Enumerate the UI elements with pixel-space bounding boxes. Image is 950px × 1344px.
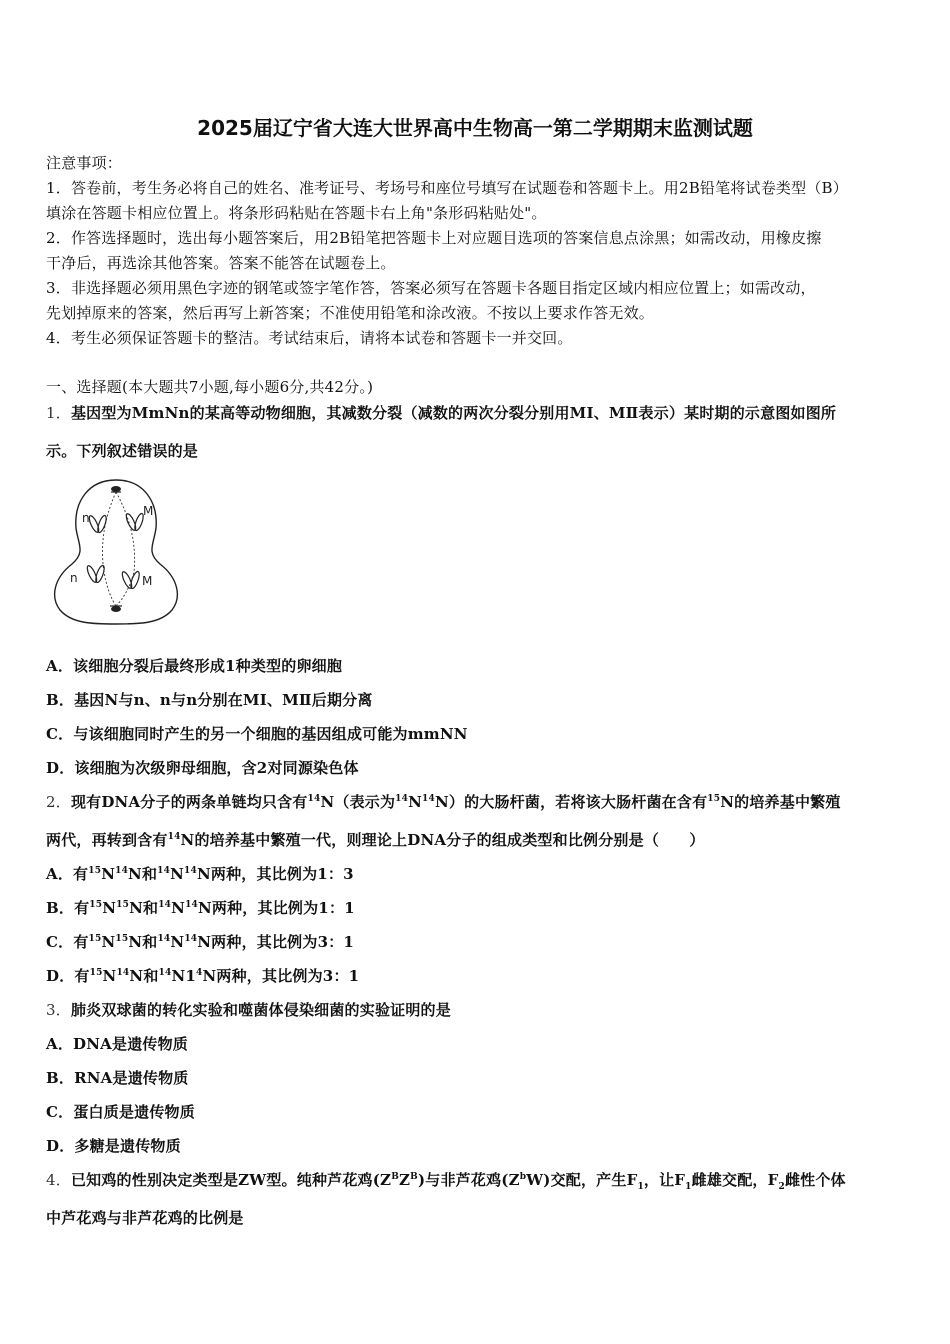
option-d: D．该细胞为次级卵母细胞，含2对同源染色体	[46, 759, 359, 777]
question-1-stem	[46, 402, 908, 423]
notice-line: 先划掉原来的答案，然后再写上新答案；不准使用铅笔和涂改液。不按以上要求作答无效。	[46, 304, 655, 322]
question-3-stem: 3．肺炎双球菌的转化实验和噬菌体侵染细菌的实验证明的是	[46, 1001, 451, 1019]
chromosome-upper-right	[124, 513, 144, 532]
option-d: D．多糖是遗传物质	[46, 1137, 181, 1155]
notice-line: 填涂在答题卡相应位置上。将条形码粘贴在答题卡右上角"条形码粘贴处"。	[46, 204, 547, 222]
question-1-stem-cont: 示。下列叙述错误的是	[46, 442, 199, 460]
question-4-stem: 4．已知鸡的性别决定类型是ZW型。纯种芦花鸡$(Z^BZ^B)$与非芦花鸡$(Z^bW)$交配，产生$F_1$，让$F_1$雌雄交配，$F_2$雌性个体	[46, 1171, 846, 1192]
question-number: 1．	[46, 404, 71, 422]
option-d: D．有$^{15}N^{14}N$和$^{14}N1^4N$两种，其比例为3：1	[46, 967, 360, 985]
gene-label: n	[70, 571, 78, 585]
question-text: 基因型为MmNn的某高等动物细胞，其减数分裂（减数的两次分裂分别用MⅠ、MⅡ表示）某时期的示意图如图所	[70, 404, 837, 422]
option-a: A．该细胞分裂后最终形成1种类型的卵细胞	[46, 657, 343, 675]
question-number: 3．	[46, 1001, 71, 1019]
option-b: B．有$^{15}N^{15}N$和$^{14}N^{14}N$两种，其比例为1：1	[46, 899, 355, 917]
section-heading: 一、选择题(本大题共7小题,每小题6分,共42分。)	[46, 378, 374, 396]
gene-label: n	[82, 511, 90, 525]
notice-line: 4．考生必须保证答题卡的整洁。考试结束后，请将本试卷和答题卡一并交回。	[46, 329, 573, 347]
chromosome-lower-left	[85, 565, 105, 584]
option-c: C．与该细胞同时产生的另一个细胞的基因组成可能为mmNN	[46, 725, 468, 743]
question-number: 4．	[46, 1171, 71, 1189]
option-c: C．有$^{15}N^{15}N$和$^{14}N^{14}N$两种，其比例为3：1	[46, 933, 355, 951]
option-c: C．蛋白质是遗传物质	[46, 1103, 195, 1121]
chromosome-upper-left	[87, 515, 107, 534]
notice-line: 干净后，再选涂其他答案。答案不能答在试题卷上。	[46, 254, 396, 272]
centriole-top	[111, 486, 121, 492]
cell-outline	[55, 480, 178, 624]
option-b: B．RNA是遗传物质	[46, 1069, 189, 1087]
notice-line: 2．作答选择题时，选出每小题答案后，用2B铅笔把答题卡上对应题目选项的答案信息点涂黑；如需改动，用橡皮擦	[46, 229, 822, 247]
gene-label: M	[142, 574, 153, 588]
question-2-stem: 2．现有DNA分子的两条单链均只含有$^{14}$N（表示为$^{14}N^{14}N$）的大肠杆菌，若将该大肠杆菌在含有$^{15}$N的培养基中繁殖	[46, 793, 841, 811]
spindle-fiber	[103, 492, 117, 606]
question-number: 2．	[46, 793, 71, 811]
question-2-stem-cont: 两代，再转到含有$^{14}$N的培养基中繁殖一代，则理论上DNA分子的组成类型和比例分别是（ ）	[46, 831, 705, 849]
meiosis-cell-diagram	[46, 472, 186, 627]
notice-line: 1．答卷前，考生务必将自己的姓名、准考证号、考场号和座位号填写在试题卷和答题卡上。用2B铅笔将试卷类型（B）	[46, 179, 848, 197]
centriole-bottom	[111, 606, 121, 612]
notice-heading: 注意事项：	[46, 154, 123, 172]
question-4-stem-cont: 中芦花鸡与非芦花鸡的比例是	[46, 1209, 244, 1227]
chromosome-lower-right	[120, 571, 140, 590]
option-a: A．有$^{15}N^{14}N$和$^{14}N^{14}N$两种，其比例为1：3	[46, 865, 354, 883]
page-title: 2025届辽宁省大连大世界高中生物高一第二学期期末监测试题	[197, 116, 753, 140]
option-b: B．基因N与n、n与n分别在MⅠ、MⅡ后期分离	[46, 691, 373, 709]
gene-label: M	[143, 504, 154, 518]
option-a: A．DNA是遗传物质	[46, 1035, 188, 1053]
notice-line: 3．非选择题必须用黑色字迹的钢笔或签字笔作答，答案必须写在答题卡各题目指定区域内相应位置上；如需改动，	[46, 279, 816, 297]
